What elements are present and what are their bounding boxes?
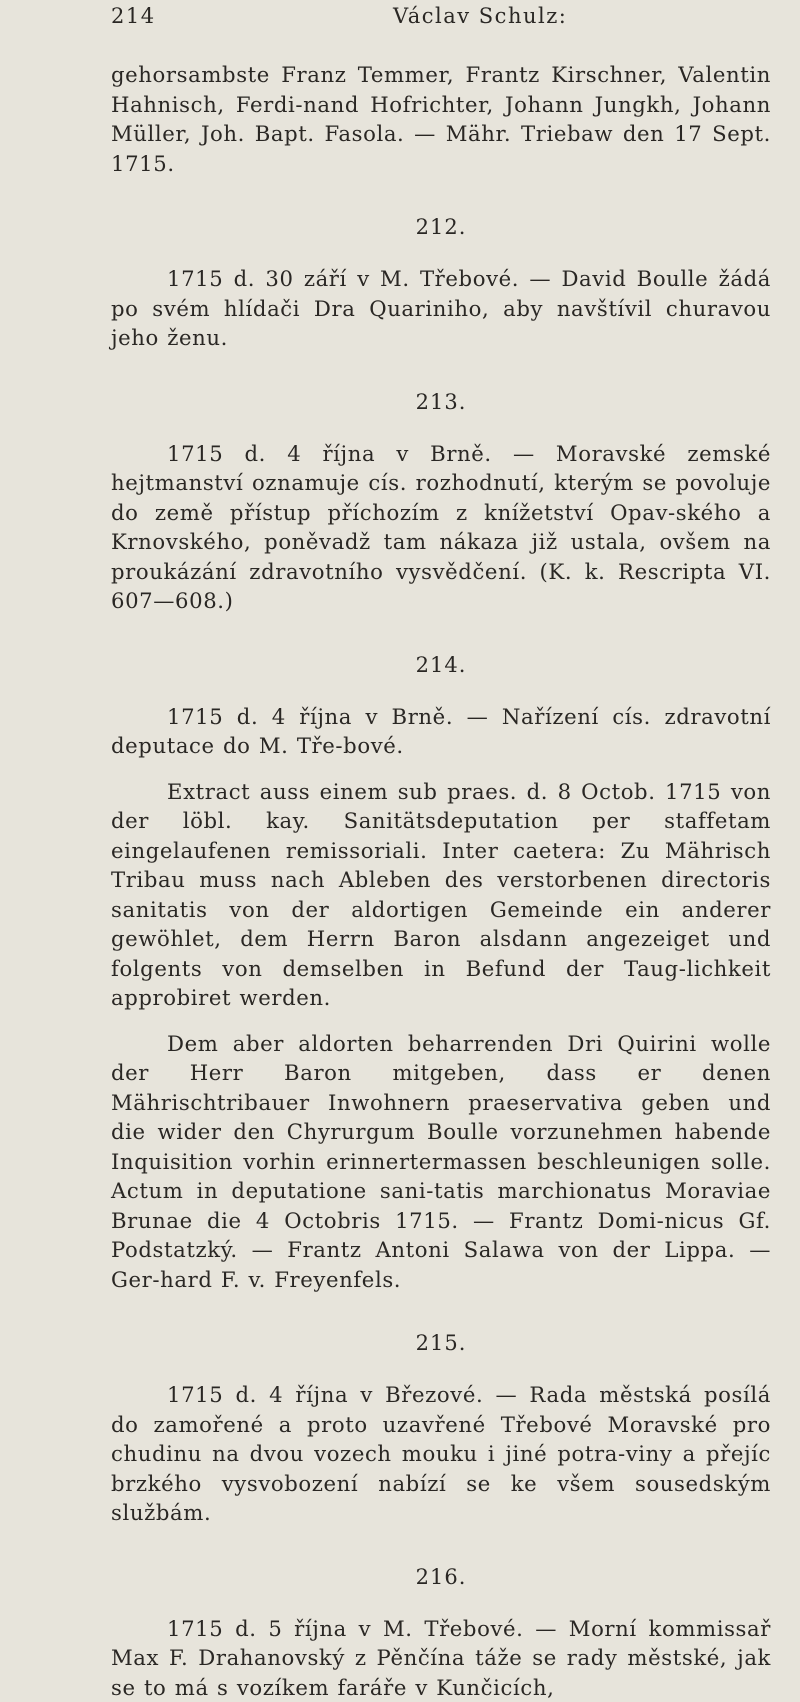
running-title: Václav Schulz: [393, 4, 567, 28]
document-number: 213. [111, 387, 771, 417]
page-number: 214 [111, 4, 156, 28]
document-entry [111, 650, 771, 1295]
entry-text: Extract auss einem sub praes. d. 8 Octob. 1715 von der löbl. kay. Sanitätsdeputation per staffetam eingelaufenen remissoriali. Inter caetera: Zu Mährisch Tribau muss nach Ableben des verstorbenen directoris sanitatis von der aldortigen Gemeinde ein anderer gewöhlet, dem Herrn Baron alsdann angezeiget und folgents von demselben in Befund der Taug-lichkeit approbiret werden. [111, 777, 771, 1013]
page-body [111, 60, 771, 1702]
document-entry [111, 1562, 771, 1702]
intro-paragraph: gehorsambste Franz Temmer, Frantz Kirschner, Valentin Hahnisch, Ferdi-nand Hofrichter, Johann Jungkh, Johann Müller, Joh. Bapt. Fasola. — Mähr. Triebaw den 17 Sept. 1715. [111, 60, 771, 178]
document-entry [111, 212, 771, 353]
entry-regest: 1715 d. 30 září v M. Třebové. — David Boulle žádá po svém hlídači Dra Quariniho, aby navštívil churavou jeho ženu. [111, 264, 771, 353]
document-entry [111, 387, 771, 616]
paragraph-spacer [111, 761, 771, 777]
running-head [0, 4, 800, 34]
entry-regest: 1715 d. 4 října v Brně. — Moravské zemské hejtmanství oznamuje cís. rozhodnutí, kterým se povoluje do země přístup příchozím z knížetství Opav-ského a Krnovského, poněvadž tam nákaza již ustala, ovšem na proukázání zdravotního vysvědčení. (K. k. Rescripta VI. 607—608.) [111, 439, 771, 616]
paragraph-spacer [111, 1013, 771, 1029]
document-number: 216. [111, 1562, 771, 1592]
document-number: 214. [111, 650, 771, 680]
entry-text: Dem aber aldorten beharrenden Dri Quirini wolle der Herr Baron mitgeben, dass er denen Mährischtribauer Inwohnern praeservativa geben und die wider den Chyrurgum Boulle vorzunehmen habende Inquisition vorhin erinnertermassen beschleunigen solle. Actum in deputatione sani-tatis marchionatus Moraviae Brunae die 4 Octobris 1715. — Frantz Domi-nicus Gf. Podstatzký. — Frantz Antoni Salawa von der Lippa. — Ger-hard F. v. Freyenfels. [111, 1029, 771, 1295]
entry-regest: 1715 d. 5 října v M. Třebové. — Morní kommissař Max F. Drahanovský z Pěnčína táže se rady městské, jak se to má s vozíkem faráře v Kunčicích, [111, 1614, 771, 1702]
entry-regest: 1715 d. 4 října v Březové. — Rada městská posílá do zamořené a proto uzavřené Třebové Moravské pro chudinu na dvou vozech mouku i jiné potra-viny a přejíc brzkého vysvobození nabízí se ke všem sousedským službám. [111, 1380, 771, 1528]
document-number: 215. [111, 1328, 771, 1358]
document-number: 212. [111, 212, 771, 242]
entry-regest: 1715 d. 4 října v Brně. — Nařízení cís. zdravotní deputace do M. Tře-bové. [111, 702, 771, 761]
document-entry [111, 1328, 771, 1528]
